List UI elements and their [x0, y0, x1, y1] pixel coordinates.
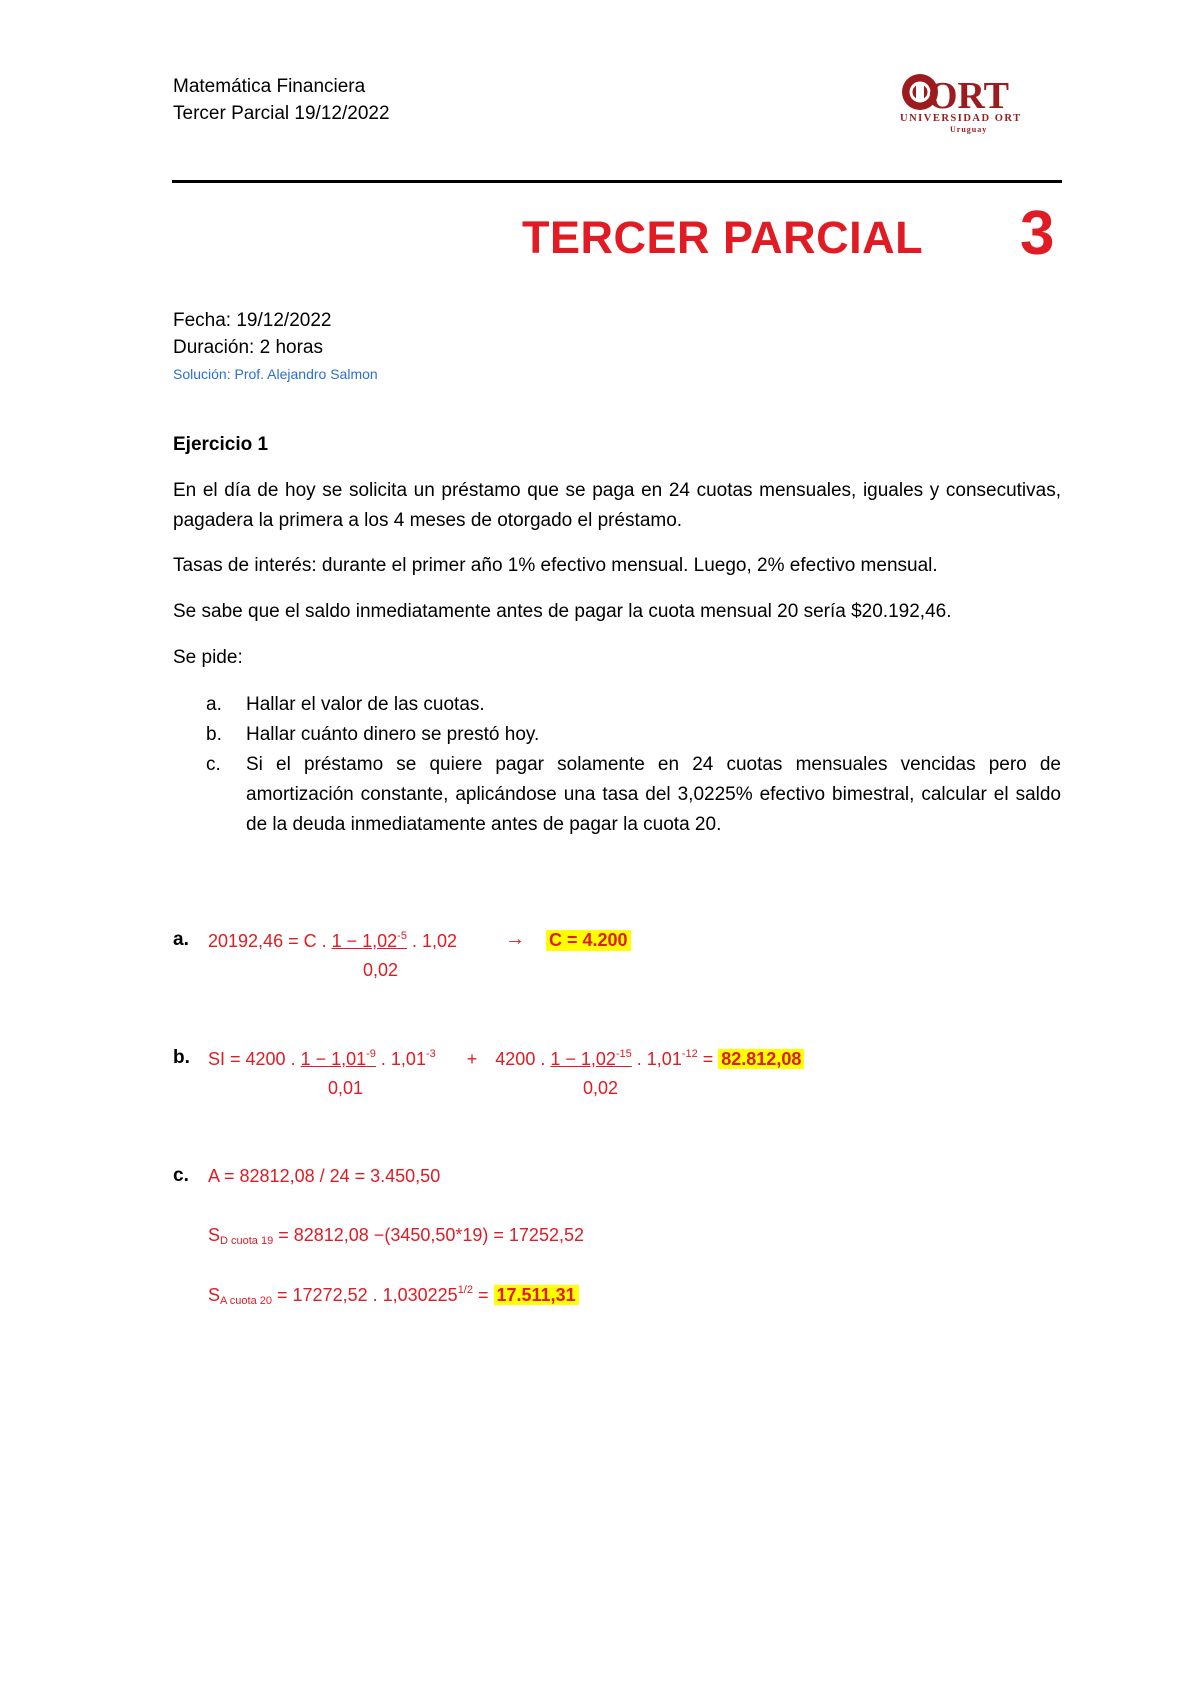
balance-paragraph: Se sabe que el saldo inmediatamente antes de pagar la cuota mensual 20 sería $20.192,46.: [173, 601, 952, 622]
list-item-text: Hallar el valor de las cuotas.: [246, 694, 485, 715]
fraction-numerator: $1 - 1,02^{-15}$: [550, 1048, 632, 1069]
ort-university-logo: [898, 72, 1034, 134]
header-divider: [172, 180, 1062, 183]
logo-country: Uruguay: [950, 125, 988, 134]
exercise-paragraph: En el día de hoy se solicita un préstamo que se paga en 24 cuotas mensuales, iguales y consecutivas, pagadera la primera a los 4 meses de otorgado el préstamo.: [173, 480, 1061, 531]
list-item-text: Hallar cuánto dinero se prestó hoy.: [246, 724, 540, 745]
list-item-letter: b.: [206, 724, 222, 745]
logo-text: ORT: [928, 75, 1010, 117]
exam-date: Fecha: 19/12/2022: [173, 310, 332, 331]
exam-date-line: Tercer Parcial 19/12/2022: [173, 103, 390, 124]
solution-b-label: b.: [173, 1047, 190, 1068]
exam-number: 3: [1020, 199, 1055, 268]
requirements-list: [173, 690, 1061, 840]
fraction-denominator: 0,02: [583, 1078, 619, 1098]
fraction-numerator: $1 - 1,02^{-5}$: [331, 930, 407, 951]
plus-sign: +: [466, 1049, 478, 1069]
arrow-right-icon: →: [505, 928, 525, 950]
list-item: [173, 720, 1061, 750]
list-item-letter: a.: [206, 694, 222, 715]
solution-author: Solución: Prof. Alejandro Salmon: [173, 366, 378, 382]
balance-after-19-line: $S_{D cuota 19} = 82812,08 -(3450,50*19) = 17252,52$: [208, 1225, 584, 1247]
list-item: [173, 690, 1061, 720]
result-a-highlight: C = 4.200: [546, 930, 631, 951]
solution-a-label: a.: [173, 929, 189, 950]
interest-rates-paragraph: Tasas de interés: durante el primer año 1% efectivo mensual. Luego, 2% efectivo mensual.: [173, 555, 938, 576]
result-b-highlight: 82.812,08: [718, 1049, 804, 1069]
fraction-numerator: $1 - 1,01^{-9}$: [300, 1048, 376, 1069]
solution-c-label: c.: [173, 1165, 189, 1186]
exercise-title: Ejercicio 1: [173, 434, 269, 455]
result-c-highlight: 17.511,31: [494, 1285, 579, 1305]
solution-a-equation: [208, 930, 457, 952]
amortization-line: A = 82812,08 / 24 = 3.450,50: [208, 1166, 441, 1186]
balance-before-20-line: $S_{A cuota 20} = 17272,52$ . $1,030225^{1/2} = 17.511,31$: [208, 1284, 579, 1307]
list-item-letter: c.: [206, 754, 221, 775]
equation-tail: . 1,02: [406, 931, 457, 951]
requirements-intro: Se pide:: [173, 647, 243, 668]
exam-duration: Duración: 2 horas: [173, 337, 323, 358]
fraction-denominator: 0,01: [328, 1078, 364, 1098]
list-item-text: Si el préstamo se quiere pagar solamente en 24 cuotas mensuales vencidas pero de amortización constante, aplicándose una tasa del 3,0225% efectivo bimestral, calcular el saldo de la deuda inmediatamente antes de pagar la cuota 20.: [246, 754, 1061, 835]
logo-subtitle: UNIVERSIDAD ORT: [900, 113, 1022, 124]
list-item: [173, 750, 1061, 840]
solution-b-equation: SI = 4200 . $1 - 1,01^{-9}$ . $1,01^{-3} + 4200$ . $1 - 1,02^{-15}$ . $1,01^{-12} = 82.812,08$: [208, 1048, 804, 1070]
course-name: Matemática Financiera: [173, 76, 366, 97]
fraction-denominator: 0,02: [363, 960, 399, 980]
page-title: TERCER PARCIAL: [522, 212, 924, 263]
equation-lhs: 20192,46 = C .: [208, 931, 332, 951]
